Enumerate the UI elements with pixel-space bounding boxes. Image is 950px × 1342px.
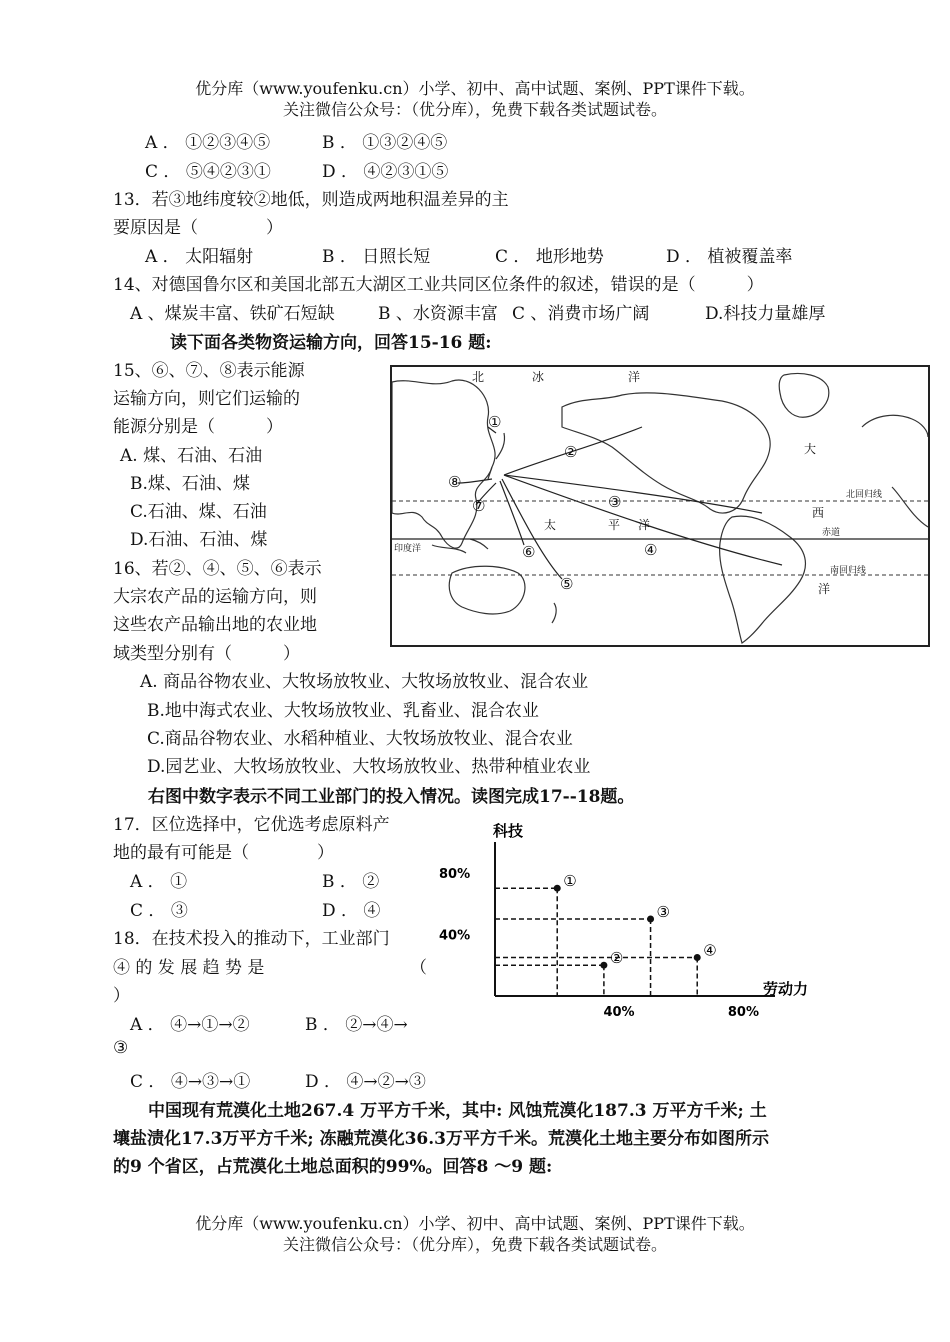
paragraph-line-1: 中国现有荒漠化土地267.4 万平方千米，其中: 风蚀荒漠化187.3 万平方千米; 土 <box>148 1101 767 1121</box>
q18-option-b-continued: ③ <box>113 1038 129 1058</box>
q16-option-c: C.商品谷物农业、水稻种植业、大牧场放牧业、混合农业 <box>147 729 573 749</box>
q12-option-b: B ． ①③②④⑤ <box>322 133 448 153</box>
map-marker-8: ⑧ <box>448 473 462 491</box>
map-land-greenland <box>779 374 829 418</box>
chart-y-tick-label: 80% <box>439 866 471 882</box>
paragraph-line-2: 壤盐渍化17.3万平方千米; 冻融荒漠化36.3万平方千米。荒漠化土地主要分布如图所示 <box>113 1129 770 1149</box>
q14-stem: 14、对德国鲁尔区和美国北部五大湖区工业共同区位条件的叙述，错误的是（ ） <box>113 275 764 295</box>
map-marker-1: ① <box>488 413 502 431</box>
map-label-tai: 太 <box>544 518 557 532</box>
q15-option-a: A. 煤、石油、石油 <box>120 446 263 466</box>
q16-option-b: B.地中海式农业、大牧场放牧业、乳畜业、混合农业 <box>147 701 539 721</box>
q16-stem-line-3: 这些农产品输出地的农业地 <box>113 615 317 635</box>
map-marker-4: ④ <box>644 541 658 559</box>
map-marker-5: ⑤ <box>560 575 574 593</box>
map-marker-3: ③ <box>608 493 622 511</box>
map-label-equator: 赤道 <box>822 528 841 538</box>
q18-stem-line-2: ④ 的 发 展 趋 势 是 <box>113 958 265 978</box>
q12-option-a: A ． ①②③④⑤ <box>145 133 271 153</box>
q13-stem-line-1: 13．若③地纬度较②地低，则造成两地积温差异的主 <box>113 190 509 210</box>
chart-point-label-2: ② <box>609 949 624 968</box>
map-label-da: 大 <box>804 442 817 456</box>
q16-stem-line-2: 大宗农产品的运输方向，则 <box>113 587 317 607</box>
q16-stem-line-1: 16、若②、④、⑤、⑥表示 <box>113 559 322 579</box>
chart-svg <box>435 812 845 1022</box>
chart-point-2 <box>600 962 607 969</box>
chart-xlabel: 劳动力 <box>763 980 809 998</box>
section-heading-transport: 读下面各类物资运输方向，回答15-16 题: <box>170 333 492 353</box>
q14-option-a: A 、煤炭丰富、铁矿石短缺 <box>130 304 335 324</box>
q13-option-d: D ． 植被覆盖率 <box>666 247 793 267</box>
q15-stem-line-3: 能源分别是（ ） <box>113 417 283 437</box>
q14-option-d: D.科技力量雄厚 <box>705 304 826 324</box>
map-label-indian: 印度洋 <box>394 544 422 554</box>
q15-stem-line-1: 15、⑥、⑦、⑧表示能源 <box>113 361 305 381</box>
q14-option-c: C 、消费市场广阔 <box>512 304 650 324</box>
map-label-xi: 西 <box>812 506 825 520</box>
chart-x-tick-label: 40% <box>603 1005 635 1020</box>
q14-option-b: B 、水资源丰富 <box>378 304 498 324</box>
map-route-3 <box>504 475 762 513</box>
q17-option-b: B ． ② <box>322 872 380 892</box>
header-line-1: 优分库（www.youfenku.cn）小学、初中、高中试题、案例、PPT课件下载。 <box>195 79 755 98</box>
q13-stem-line-2: 要原因是（ ） <box>113 218 283 238</box>
q16-option-d: D.园艺业、大牧场放牧业、大牧场放牧业、热带种植业农业 <box>147 757 591 777</box>
map-marker-2: ② <box>564 443 578 461</box>
chart-point-label-1: ① <box>563 872 577 891</box>
chart-point-1 <box>554 885 561 892</box>
industry-input-chart <box>435 812 845 1022</box>
footer-line-1: 优分库（www.youfenku.cn）小学、初中、高中试题、案例、PPT课件下载。 <box>195 1214 755 1233</box>
q15-option-c: C.石油、煤、石油 <box>130 502 267 522</box>
map-route-8 <box>458 479 492 483</box>
q17-stem-line-2: 地的最有可能是（ ） <box>113 843 334 863</box>
map-land-north-america <box>562 393 770 513</box>
map-land-south-america <box>720 516 806 643</box>
q16-option-a: A. 商品谷物农业、大牧场放牧业、大牧场放牧业、混合农业 <box>140 672 589 692</box>
q18-stem-line-1: 18．在技术投入的推动下，工业部门 <box>113 929 390 949</box>
q18-option-c: C ． ④→③→① <box>130 1072 251 1092</box>
map-land-eurasia <box>392 380 495 548</box>
q12-option-c: C ． ⑤④②③① <box>145 162 271 182</box>
q18-option-a: A ． ④→①→② <box>130 1015 250 1035</box>
q13-option-b: B ． 日照长短 <box>322 247 431 267</box>
chart-x-tick-label: 80% <box>727 1005 760 1020</box>
chart-ylabel: 科技 <box>493 822 524 840</box>
chart-point-label-4: ④ <box>703 941 717 960</box>
map-label-yang2: 洋 <box>818 582 831 596</box>
map-land-australia <box>449 566 525 614</box>
section-heading-industry: 右图中数字表示不同工业部门的投入情况。读图完成17--18题。 <box>148 787 635 807</box>
q16-stem-line-4: 域类型分别有（ ） <box>113 644 300 664</box>
q17-option-d: D ． ④ <box>322 901 381 921</box>
chart-y-tick-label: 40% <box>439 928 471 944</box>
map-label-tropic-south: 南回归线 <box>830 566 867 576</box>
map-label-tropic-north: 北回归线 <box>846 490 883 500</box>
q15-stem-line-2: 运输方向，则它们运输的 <box>113 389 300 409</box>
paragraph-line-3: 的9 个省区，占荒漠化土地总面积的99%。回答8 ～9 题: <box>113 1157 553 1177</box>
map-land-newzealand <box>552 603 556 623</box>
q18-option-d: D ． ④→②→③ <box>305 1072 426 1092</box>
q17-option-a: A ． ① <box>130 872 188 892</box>
map-label-north: 北 <box>472 370 485 384</box>
q13-option-a: A ． 太阳辐射 <box>145 247 254 267</box>
map-label-ping: 平 <box>608 518 621 532</box>
q17-option-c: C ． ③ <box>130 901 188 921</box>
chart-point-4 <box>694 954 701 961</box>
q17-stem-line-1: 17．区位选择中，它优选考虑原料产 <box>113 815 390 835</box>
transport-route-map <box>390 365 930 647</box>
q12-option-d: D ． ④②③①⑤ <box>322 162 449 182</box>
map-label-yang: 洋 <box>638 518 651 532</box>
q15-option-d: D.石油、石油、煤 <box>130 530 268 550</box>
map-marker-7: ⑦ <box>472 497 486 515</box>
q15-option-b: B.煤、石油、煤 <box>130 474 250 494</box>
chart-point-3 <box>647 916 654 923</box>
footer-line-2: 关注微信公众号：（优分库），免费下载各类试题试卷。 <box>282 1235 667 1254</box>
map-land-japan <box>488 433 505 479</box>
q13-option-c: C ． 地形地势 <box>495 247 604 267</box>
header-line-2: 关注微信公众号：（优分库），免费下载各类试题试卷。 <box>282 100 667 119</box>
map-label-ice: 冰 <box>532 370 545 384</box>
q18-paren-open: （ <box>410 958 427 978</box>
chart-point-label-3: ③ <box>656 903 671 921</box>
map-label-ocean1: 洋 <box>628 370 641 384</box>
q18-option-b: B ． ②→④→ <box>305 1015 408 1035</box>
map-marker-6: ⑥ <box>522 543 536 561</box>
map-land-europe-africa <box>862 415 928 527</box>
map-svg <box>392 367 928 645</box>
q18-paren-close: ） <box>113 986 130 1006</box>
